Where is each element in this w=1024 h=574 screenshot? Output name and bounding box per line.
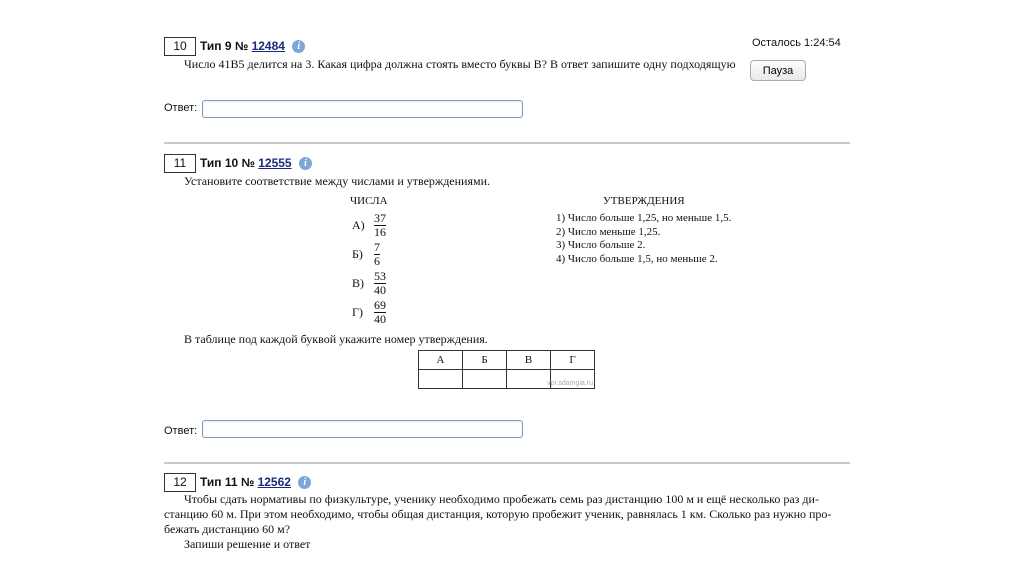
number-item-v	[352, 270, 386, 297]
number-letter: Г)	[352, 305, 363, 319]
type-label: Тип 10 №	[200, 156, 255, 170]
type-label: Тип 11 №	[200, 475, 255, 489]
number-letter: В)	[352, 276, 364, 290]
problem-link-12555[interactable]: 12555	[258, 156, 292, 170]
number-item-b	[352, 241, 380, 268]
fraction	[374, 299, 386, 326]
claim-item: 3) Число больше 2.	[556, 239, 646, 251]
numerator: 7	[374, 240, 380, 254]
table-header-v: В	[507, 351, 551, 370]
denominator: 40	[374, 283, 386, 297]
question-type-10	[200, 39, 305, 53]
denominator: 6	[374, 254, 380, 268]
number-item-a	[352, 212, 386, 239]
table-header-g: Г	[551, 351, 595, 370]
info-icon[interactable]: i	[299, 157, 312, 170]
info-icon[interactable]: i	[292, 40, 305, 53]
question-number-11: 11	[164, 154, 196, 173]
answer-label-10: Ответ:	[164, 102, 198, 114]
type-label: Тип 9 №	[200, 39, 249, 53]
problem-link-12562[interactable]: 12562	[257, 475, 291, 489]
table-cell	[463, 370, 507, 389]
question-text-12	[164, 492, 850, 552]
problem-link-12484[interactable]: 12484	[251, 39, 285, 53]
text-line: Запиши решение и ответ	[184, 537, 311, 551]
question-number-12: 12	[164, 473, 196, 492]
text-line: бежать дистанцию 60 м?	[164, 522, 291, 536]
question-type-12	[200, 475, 311, 489]
denominator: 16	[374, 225, 386, 239]
numbers-header: ЧИСЛА	[350, 195, 388, 207]
table-header-b: Б	[463, 351, 507, 370]
fraction	[374, 241, 380, 268]
claims-header: УТВЕРЖДЕНИЯ	[603, 195, 685, 207]
answer-input-10[interactable]	[202, 100, 523, 118]
numerator: 69	[374, 298, 386, 312]
pause-button[interactable]: Пауза	[750, 60, 806, 81]
question-text-10: Число 41B5 делится на 3. Какая цифра должна стоять вместо буквы B? В ответ запишите одну подходящую	[184, 57, 736, 71]
table-cell	[419, 370, 463, 389]
number-letter: Б)	[352, 247, 363, 261]
answer-table	[418, 350, 595, 389]
table-cell	[507, 370, 551, 389]
number-item-g	[352, 299, 386, 326]
fraction	[374, 212, 386, 239]
table-header-a: А	[419, 351, 463, 370]
watermark: vpr.sdamgia.ru	[547, 380, 593, 387]
question-divider	[164, 462, 850, 464]
answer-input-11[interactable]	[202, 420, 523, 438]
claim-item: 4) Число больше 1,5, но меньше 2.	[556, 252, 718, 265]
claims-list	[556, 212, 731, 266]
question-divider	[164, 142, 850, 144]
question-text-11: Установите соответствие между числами и утверждениями.	[184, 174, 491, 188]
claim-item: 1) Число больше 1,25, но меньше 1,5.	[556, 212, 732, 224]
question-type-11	[200, 156, 312, 170]
numerator: 37	[374, 211, 386, 225]
question-number-10: 10	[164, 37, 196, 56]
claim-item: 2) Число меньше 1,25.	[556, 225, 661, 238]
text-line: станцию 60 м. При этом необходимо, чтобы общая дистанция, которую пробежит ученик, равнялась 1 км. Сколько раз нужно про-	[164, 507, 832, 521]
answer-label-11: Ответ:	[164, 425, 198, 437]
denominator: 40	[374, 312, 386, 326]
text-line: Чтобы сдать нормативы по физкультуре, ученику необходимо пробежать семь раз дистанцию 100 м и ещё несколько раз ди-	[184, 492, 819, 506]
number-letter: А)	[352, 218, 365, 232]
timer-remaining: Осталось 1:24:54	[752, 37, 841, 49]
numerator: 53	[374, 269, 386, 283]
table-instruction: В таблице под каждой буквой укажите номер утверждения.	[184, 332, 488, 346]
info-icon[interactable]: i	[298, 476, 311, 489]
fraction	[374, 270, 386, 297]
table-cell	[547, 370, 595, 389]
